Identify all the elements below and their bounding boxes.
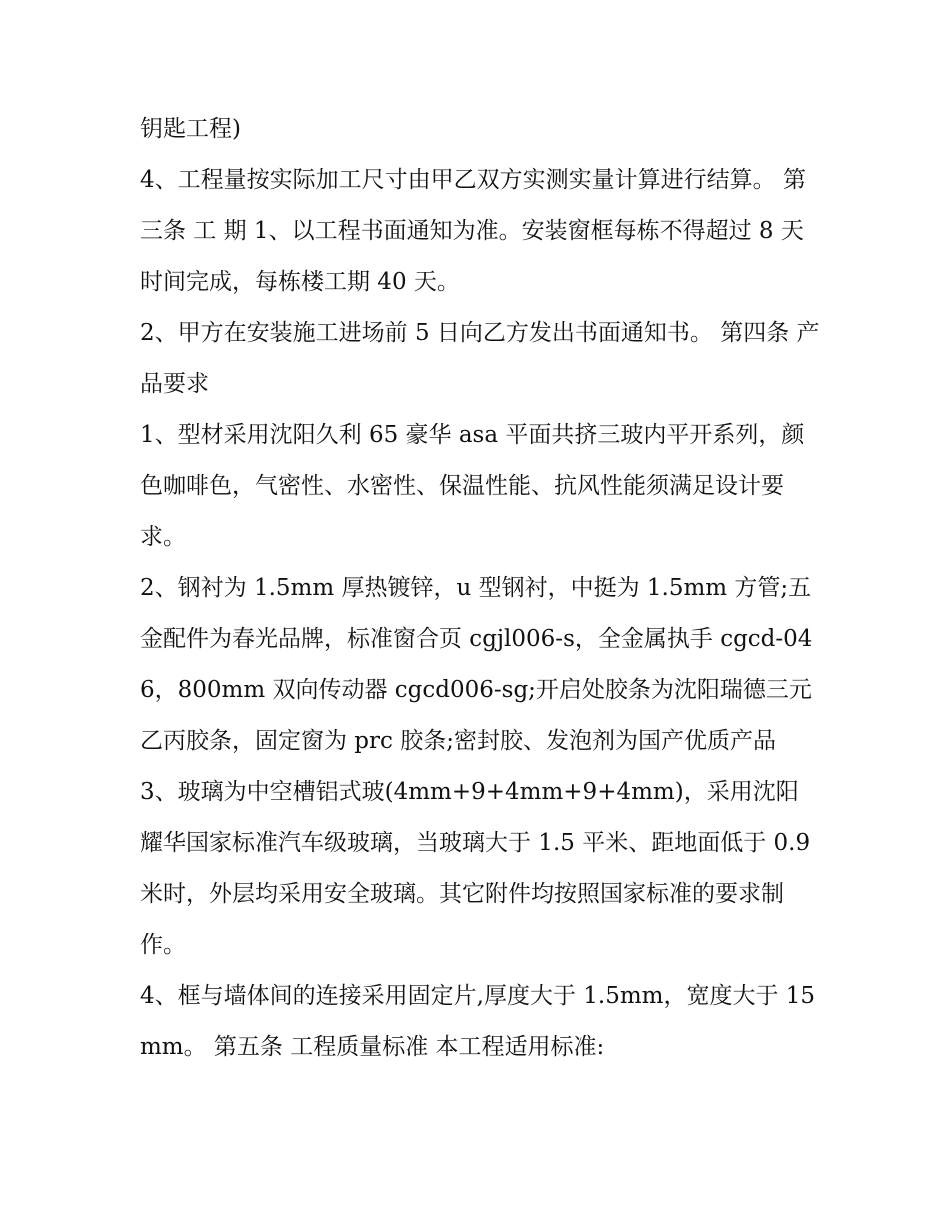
paragraph-keys-project: 钥匙工程)	[140, 116, 241, 142]
paragraph-glass: 3、玻璃为中空槽铝式玻(4mm+9+4mm+9+4mm)，采用沈阳耀华国家标准汽车级玻璃，当玻璃大于 1.5 平米、距地面低于 0.9 米时，外层均采用安全玻璃。其它附件均按照国家标准的要求制作。	[140, 779, 818, 958]
paragraph-profile-material: 1、型材采用沈阳久利 65 豪华 asa 平面共挤三玻内平开系列，颜色咖啡色，气密性、水密性、保温性能、抗风性能须满足设计要求。	[140, 422, 805, 550]
paragraph-quantity-settlement: 4、工程量按实际加工尺寸由甲乙双方实测实量计算进行结算。 第三条 工 期 1、以工程书面通知为准。安装窗框每栋不得超过 8 天时间完成，每栋楼工期 40 天。	[140, 167, 806, 295]
paragraph-frame-connection: 4、框与墙体间的连接采用固定片,厚度大于 1.5mm，宽度大于 15mm。 第五条 工程质量标准 本工程适用标准:	[140, 983, 816, 1060]
paragraph-steel-hardware: 2、钢衬为 1.5mm 厚热镀锌，u 型钢衬，中挺为 1.5mm 方管;五金配件为春光品牌，标准窗合页 cgjl006-s，全金属执手 cgcd-046，800mm 双向传动器 cgcd006-sg;开启处胶条为沈阳瑞德三元乙丙胶条，固定窗为 prc 胶条;密封胶、发泡剂为国产优质产品	[140, 575, 813, 754]
document-page	[140, 104, 820, 1073]
paragraph-notice-product-requirements: 2、甲方在安装施工进场前 5 日向乙方发出书面通知书。 第四条 产品要求	[140, 320, 820, 397]
